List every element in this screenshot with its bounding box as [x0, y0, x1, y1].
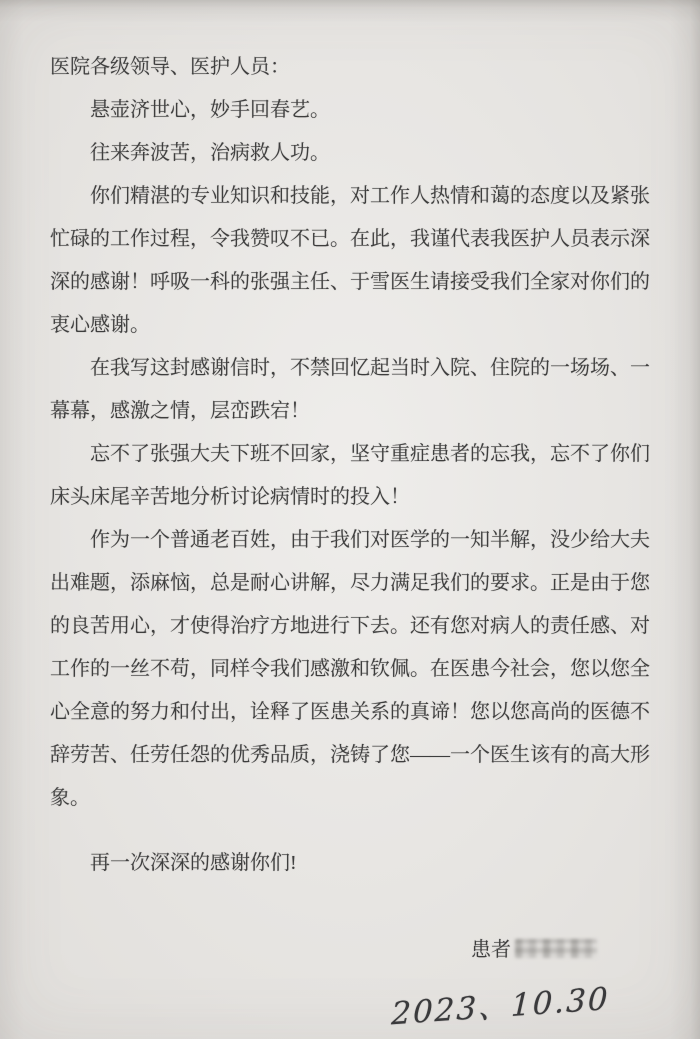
letter-line: 的良苦用心，才使得治疗方地进行下去。还有您对病人的责任感、对	[50, 615, 650, 637]
letter-body	[0, 46, 700, 1033]
redacted-patient-name	[515, 939, 597, 958]
letter-line: 衷心感谢。	[50, 314, 150, 336]
letter-line: 忙碌的工作过程，令我赞叹不已。在此，我谨代表我医护人员表示深	[50, 228, 650, 250]
letter-line: 你们精湛的专业知识和技能，对工作人热情和蔼的态度以及紧张	[90, 185, 650, 207]
letter-line: 床头床尾辛苦地分析讨论病情时的投入！	[50, 486, 410, 508]
handwritten-date: 2023、10.30	[391, 980, 611, 1033]
letter-line: 深的感谢！呼吸一科的张强主任、于雪医生请接受我们全家对你们的	[50, 271, 650, 293]
letter-line: 工作的一丝不苟，同样令我们感激和钦佩。在医患今社会，您以您全	[50, 658, 650, 680]
letter-line: 作为一个普通老百姓，由于我们对医学的一知半解，没少给大夫	[90, 529, 650, 551]
letter-line: 辞劳苦、任劳任怨的优秀品质，浇铸了您——一个医生该有的高大形	[50, 744, 650, 766]
date-row	[50, 973, 652, 1033]
letter-line: 象。	[50, 787, 90, 809]
letter-line: 心全意的努力和付出，诠释了医患关系的真谛！您以您高尚的医德不	[50, 701, 650, 723]
letter-line: 忘不了张强大夫下班不回家，坚守重症患者的忘我，忘不了你们	[90, 443, 650, 465]
closing-line: 再一次深深的感谢你们!	[90, 852, 297, 874]
letter-line: 幕幕，感激之情，层峦跌宕！	[50, 400, 310, 422]
letter-line: 出难题，添麻恼，总是耐心讲解，尽力满足我们的要求。正是由于您	[50, 572, 650, 594]
letter-line: 在我写这封感谢信时，不禁回忆起当时入院、住院的一场场、一	[90, 357, 650, 379]
letter-line: 往来奔波苦，治病救人功。	[90, 142, 330, 164]
patient-label: 患者	[471, 939, 511, 961]
signature-row	[50, 937, 652, 963]
salutation: 医院各级领导、医护人员：	[50, 56, 290, 78]
letter-line: 悬壶济世心，妙手回春艺。	[90, 99, 330, 121]
